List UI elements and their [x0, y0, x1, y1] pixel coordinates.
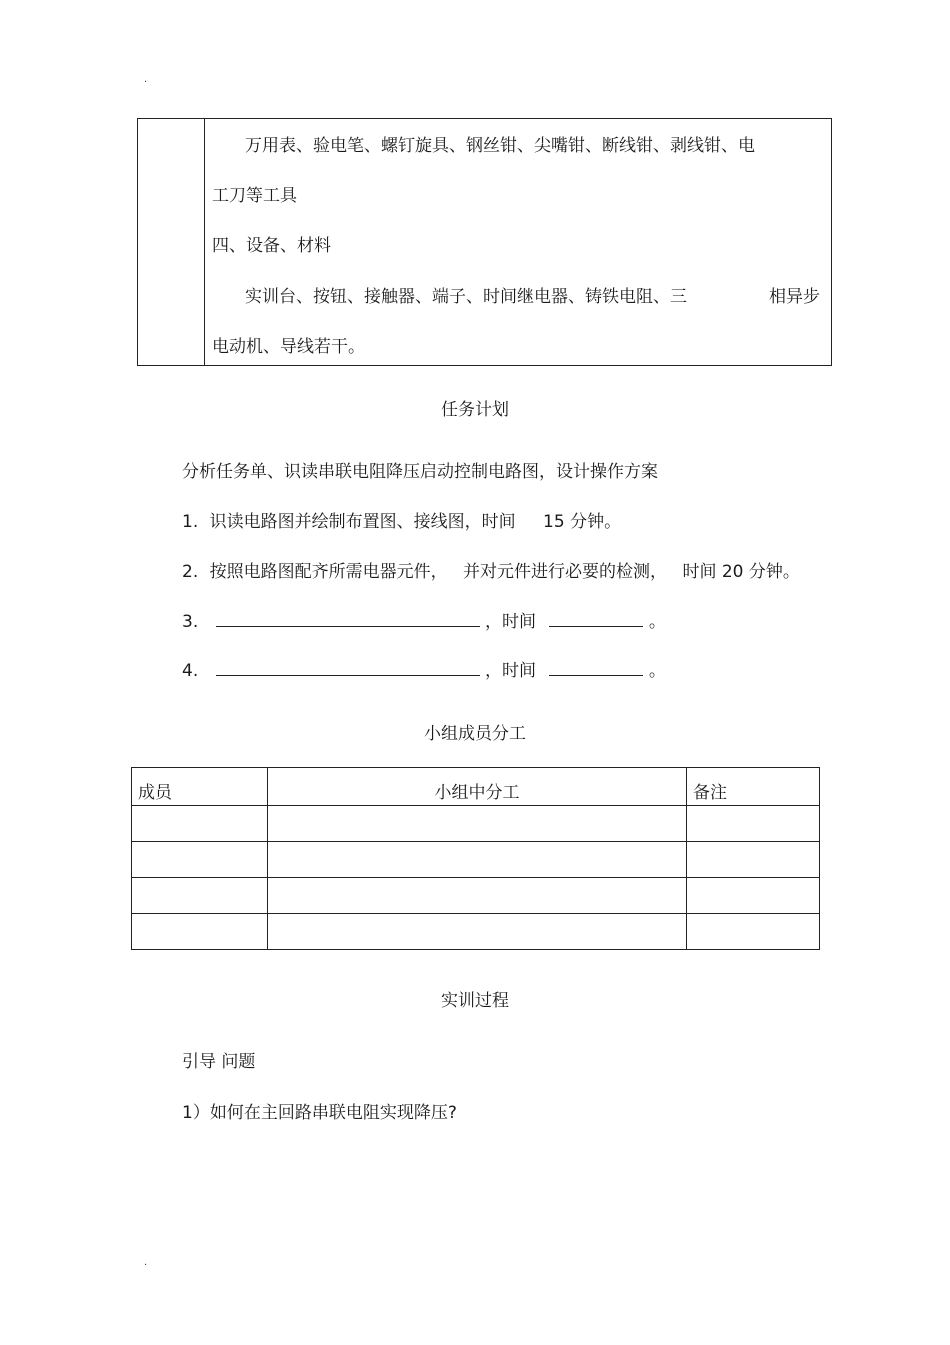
- division-cell[interactable]: [268, 914, 687, 950]
- table-row: [132, 878, 820, 914]
- tools-line-1: 万用表、验电笔、螺钉旋具、钢丝钳、尖嘴钳、断线钳、剥线钳、电: [245, 136, 755, 156]
- group-table-header: [132, 768, 820, 806]
- group-table: [131, 767, 820, 950]
- training-title: 实训过程: [441, 991, 509, 1011]
- member-cell[interactable]: [132, 914, 268, 950]
- task-plan-title: 任务计划: [441, 400, 509, 420]
- remark-cell[interactable]: [687, 806, 820, 842]
- remark-cell[interactable]: [687, 878, 820, 914]
- member-cell[interactable]: [132, 842, 268, 878]
- plan-item-3-blank[interactable]: [216, 608, 480, 627]
- page-mark-bottom: .: [144, 1257, 148, 1268]
- member-cell[interactable]: [132, 806, 268, 842]
- plan-item-4-blank[interactable]: [216, 657, 480, 676]
- header-remark: 备注: [687, 768, 820, 806]
- plan-item-1-time: 15 分钟。: [543, 512, 622, 532]
- header-member: 成员: [132, 768, 268, 806]
- table-row: [132, 842, 820, 878]
- table-row: [132, 914, 820, 950]
- question-1: 1）如何在主回路串联电阻实现降压?: [182, 1103, 457, 1123]
- plan-item-3-sep: ，时间: [485, 612, 537, 632]
- division-cell[interactable]: [268, 878, 687, 914]
- page-mark-top: .: [144, 74, 148, 85]
- plan-item-3-time-blank[interactable]: [549, 608, 643, 627]
- member-cell[interactable]: [132, 878, 268, 914]
- task-plan-intro: 分析任务单、识读串联电阻降压启动控制电路图，设计操作方案: [182, 462, 658, 482]
- materials-line-1a: 实训台、按钮、接触器、端子、时间继电器、铸铁电阻、三: [245, 287, 687, 307]
- plan-item-1-num: 1.: [182, 512, 199, 532]
- plan-item-4-time-blank[interactable]: [549, 657, 643, 676]
- table-row: [132, 806, 820, 842]
- plan-item-2-time: 时间 20 分钟。: [682, 562, 800, 582]
- plan-item-4-num: 4.: [182, 661, 199, 681]
- plan-item-2-text2: 并对元件进行必要的检测，: [463, 562, 668, 582]
- plan-item-3-num: 3.: [182, 612, 199, 632]
- plan-item-3: [182, 607, 666, 632]
- plan-item-4-end: 。: [648, 661, 666, 681]
- remark-cell[interactable]: [687, 914, 820, 950]
- equipment-section-heading: 四、设备、材料: [212, 236, 331, 256]
- header-division: 小组中分工: [268, 768, 687, 806]
- plan-item-4: [182, 656, 666, 681]
- division-cell[interactable]: [268, 842, 687, 878]
- materials-line-2: 电动机、导线若干。: [212, 337, 365, 357]
- division-cell[interactable]: [268, 806, 687, 842]
- plan-item-2: [182, 557, 800, 582]
- guide-label: 引导 问题: [182, 1052, 256, 1072]
- plan-item-1-text: 识读电路图并绘制布置图、接线图，时间: [209, 512, 516, 532]
- materials-line-1b: 相异步: [769, 287, 820, 307]
- plan-item-1: [182, 507, 621, 532]
- group-title: 小组成员分工: [424, 724, 526, 744]
- remark-cell[interactable]: [687, 842, 820, 878]
- plan-item-2-text: 按照电路图配齐所需电器元件，: [209, 562, 448, 582]
- equipment-box-divider: [204, 119, 205, 365]
- plan-item-2-num: 2.: [182, 562, 199, 582]
- plan-item-3-end: 。: [648, 612, 666, 632]
- plan-item-4-sep: ，时间: [485, 661, 537, 681]
- tools-line-2: 工刀等工具: [212, 186, 297, 206]
